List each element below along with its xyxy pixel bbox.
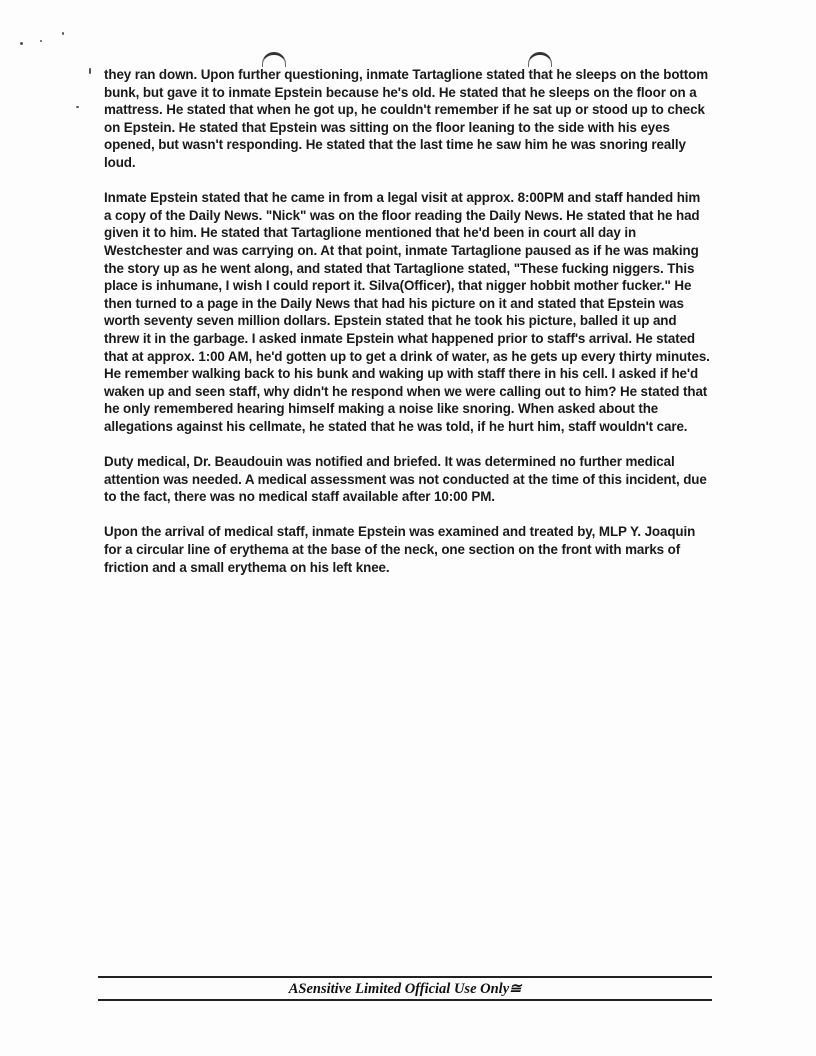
- scan-speck: [62, 32, 64, 35]
- punch-hole-mark: [528, 52, 552, 67]
- paragraph: Upon the arrival of medical staff, inmate Epstein was examined and treated by, MLP Y. Joaquin for a circular line of erythema at the base of the neck, one section on the front with marks of friction and a small erythema on his left knee.: [104, 524, 696, 575]
- scan-speck: [89, 68, 91, 74]
- paragraph: Duty medical, Dr. Beaudouin was notified and briefed. It was determined no further medical attention was needed. A medical assessment was not conducted at the time of this incident, due to the fact, there was no medical staff available after 10:00 PM.: [104, 454, 707, 505]
- punch-hole-mark: [262, 52, 286, 67]
- document-body: [104, 66, 710, 594]
- scan-speck: [40, 40, 42, 42]
- scan-speck: [20, 42, 23, 45]
- paragraph: they ran down. Upon further questioning, inmate Tartaglione stated that he sleeps on the bottom bunk, but gave it to inmate Epstein because he's old. He stated that he sleeps on the floor on a mattress. He stated that when he got up, he couldn't remember if he sat up or stood up to check on Epstein. He stated that Epstein was sitting on the floor leaning to the side with his eyes opened, but wasn't responding. He stated that the last time he saw him he was snoring really loud.: [104, 67, 709, 170]
- paragraph: Inmate Epstein stated that he came in from a legal visit at approx. 8:00PM and staff handed him a copy of the Daily News. "Nick" was on the floor reading the Daily News. He stated that he had given it to him. He stated that Tartaglione mentioned that he'd been in court all day in Westchester and was carrying on. At that point, inmate Tartaglione paused as if he was making the story up as he went along, and stated that Tartaglione stated, "These fucking niggers. This place is inhumane, I wish I could report it. Silva(Officer), that nigger hobbit mother fucker." He then turned to a page in the Daily News that had his picture on it and stated that Epstein was worth seventy seven million dollars. Epstein stated that he took his picture, balled it up and threw it in the garbage. I asked inmate Epstein what happened prior to staff's arrival. He stated that at approx. 1:00 AM, he'd gotten up to get a drink of water, as he gets up every thirty minutes. He remember walking back to his bunk and waking up with staff there in his cell. I asked if he'd waken up and seen staff, why didn't he respond when we were calling out to him? He stated that he only remembered hearing himself making a noise like snoring. When asked about the allegations against his cellmate, he stated that he was told, if he hurt him, staff wouldn't care.: [104, 190, 710, 434]
- page-footer: [98, 976, 712, 1001]
- footer-label: ASensitive Limited Official Use Only≅: [288, 981, 522, 997]
- footer-rule-bottom: [98, 999, 712, 1001]
- scan-speck: [76, 106, 79, 108]
